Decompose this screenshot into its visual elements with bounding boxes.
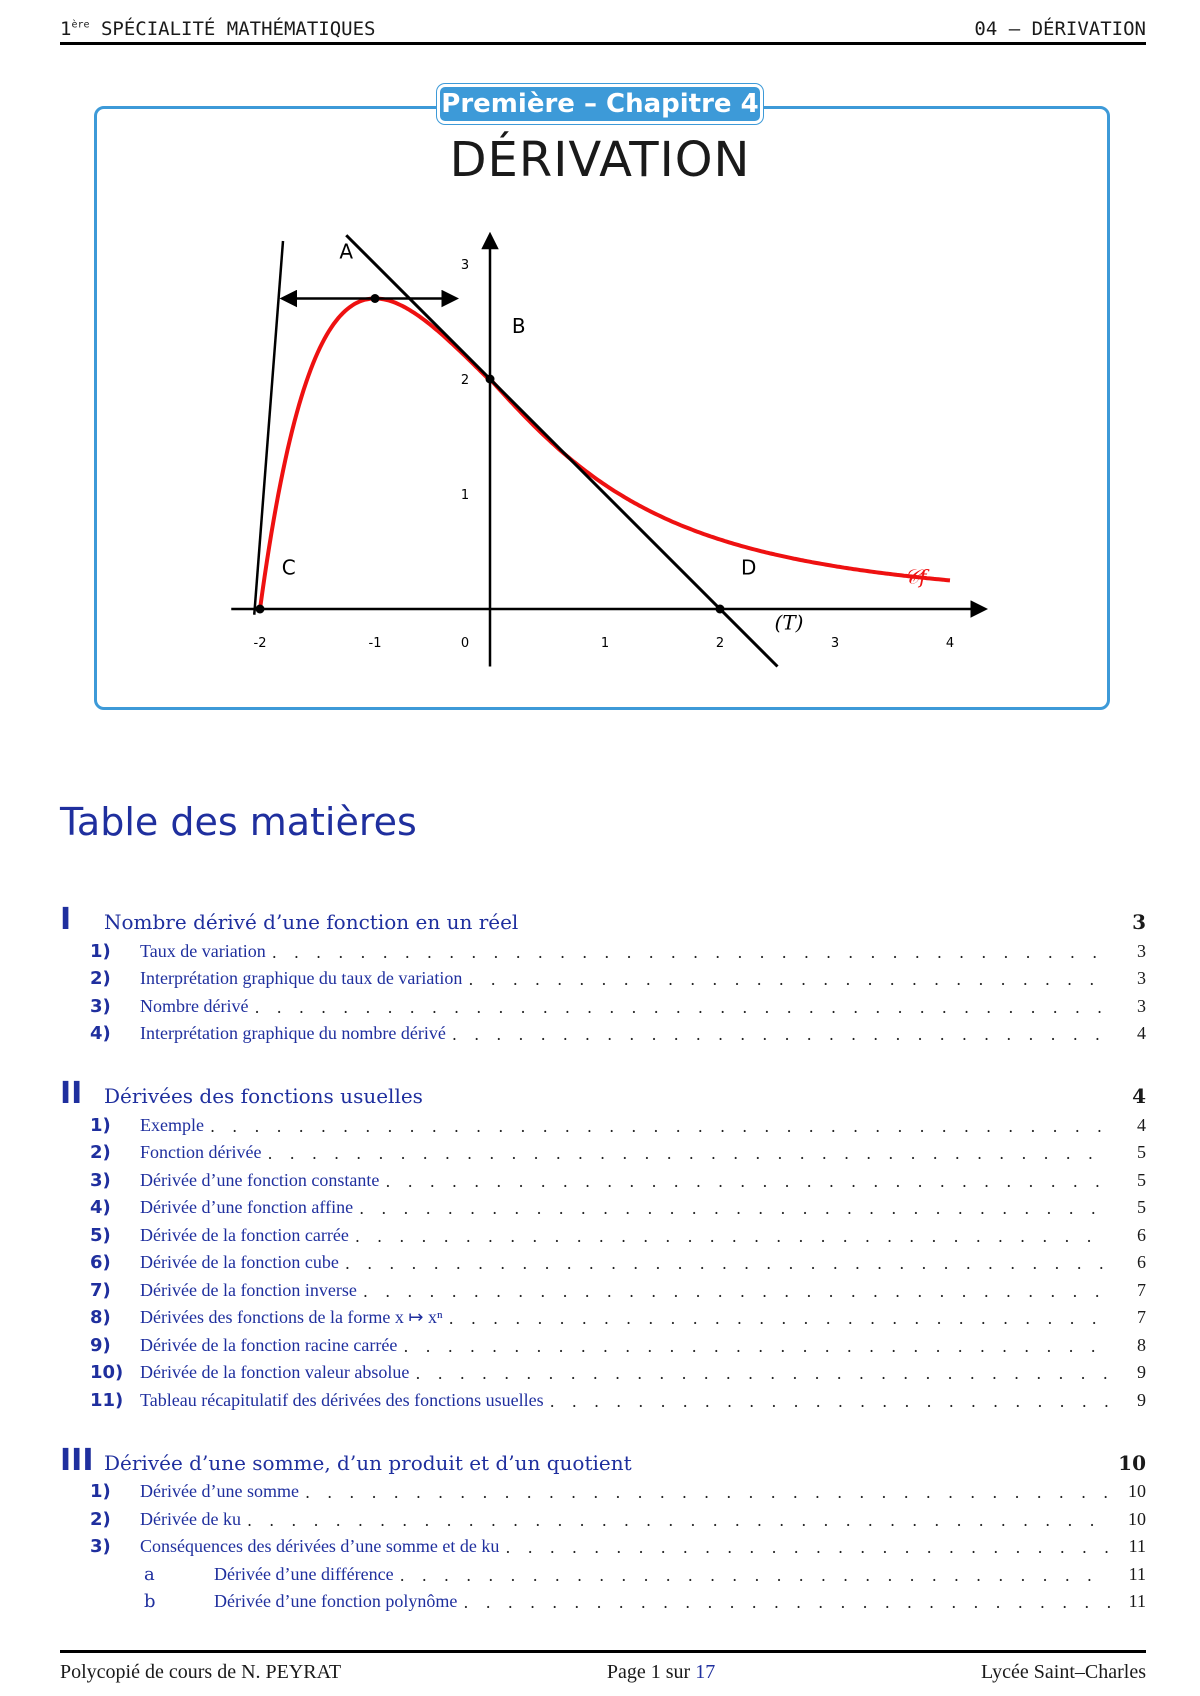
toc-subitem[interactable] [60,1585,1146,1613]
item-label[interactable]: Dérivée d’une fonction affine [140,1197,354,1217]
derivative-figure [0,0,1200,700]
item-number: 10) [90,1362,124,1383]
item-number: 7) [90,1279,111,1301]
item-page: 5 [1137,1142,1146,1162]
point-C [256,605,265,614]
leader-dots [359,1199,1110,1218]
item-label[interactable]: Dérivée de la fonction valeur absolue [140,1362,410,1382]
item-number: 11) [90,1389,124,1411]
point-B [486,375,495,384]
toc-item[interactable] [60,1328,1146,1356]
item-label[interactable]: Exemple [140,1114,204,1135]
leader-dots [403,1337,1110,1356]
leader-dots [305,1483,1110,1502]
leader-dots [355,1227,1110,1246]
leader-dots [400,1566,1110,1585]
point-A [371,294,380,303]
toc-item[interactable] [60,1191,1146,1219]
leader-dots [363,1282,1110,1301]
header-right: 04 – DÉRIVATION [974,18,1146,40]
item-label[interactable]: Dérivée de ku [140,1508,241,1529]
section-number: III [60,1442,94,1478]
chapter-badge: Première – Chapitre 4 [437,84,763,124]
toc-item[interactable] [60,1475,1146,1503]
section-label[interactable]: Dérivée d’une somme, d’un produit et d’un quotient [104,1450,632,1475]
item-page: 9 [1137,1362,1146,1382]
section-label[interactable]: Dérivées des fonctions usuelles [104,1084,423,1108]
toc-item[interactable] [60,934,1146,962]
item-label[interactable]: Dérivée de la fonction racine carrée [140,1334,398,1355]
item-page: 4 [1137,1114,1146,1135]
tangent-label: (T) [774,610,804,635]
footer-right: Lycée Saint–Charles [981,1661,1146,1683]
item-label[interactable]: Dérivée d’une somme [140,1481,299,1501]
item-page: 8 [1137,1334,1146,1355]
toc-title: Table des matières [60,800,417,844]
subitem-label[interactable]: Dérivée d’une fonction polynôme [214,1591,458,1611]
chapter-title: DÉRIVATION [449,132,751,188]
subitem-page: 11 [1128,1591,1146,1611]
item-label[interactable]: Interprétation graphique du taux de variation [140,968,463,988]
item-page: 5 [1137,1169,1146,1190]
toc-item[interactable] [60,1502,1146,1530]
toc-subitem[interactable] [60,1557,1146,1585]
footer-left: Polycopié de cours de N. PEYRAT [60,1661,342,1683]
section-number: II [60,1076,83,1111]
item-label[interactable]: Dérivée de la fonction inverse [140,1279,357,1300]
item-number: 3) [90,1536,111,1557]
item-page: 3 [1137,940,1146,961]
point-D [716,605,725,614]
item-number: 2) [90,968,111,989]
leader-dots [463,1593,1110,1612]
subitem-letter: b [144,1591,156,1612]
toc-section[interactable] [60,902,1146,937]
item-number: 9) [90,1334,111,1356]
item-number: 4) [90,1197,111,1218]
section-number: I [60,902,72,937]
point-label: B [511,314,526,338]
item-page: 7 [1137,1279,1146,1300]
item-number: 4) [90,1023,111,1044]
item-label[interactable]: Taux de variation [140,940,266,961]
leader-dots [267,1144,1110,1163]
item-label[interactable]: Tableau récapitulatif des dérivées des fonctions usuelles [140,1389,544,1410]
subitem-letter: a [144,1563,155,1585]
footer-page: Page 1 sur 17 [606,1661,716,1683]
page-footer [60,1650,1146,1684]
item-label[interactable]: Dérivée de la fonction cube [140,1252,339,1272]
x-tick-label: 3 [830,636,840,651]
item-label[interactable]: Dérivée de la fonction carrée [140,1224,349,1245]
leader-dots [385,1172,1110,1191]
toc-item[interactable] [60,1218,1146,1246]
item-label[interactable]: Nombre dérivé [140,995,249,1016]
item-number: 1) [90,940,111,962]
item-label[interactable]: Dérivée d’une fonction constante [140,1169,380,1190]
section-page: 10 [1118,1450,1146,1475]
curve-label: 𝒞f [904,564,927,589]
toc-item[interactable] [60,1356,1146,1384]
item-number: 3) [90,995,111,1017]
toc-item[interactable] [60,962,1146,990]
leader-dots [550,1392,1110,1411]
item-label[interactable]: Dérivées des fonctions de la forme x ↦ xⁿ [140,1307,443,1327]
table-of-contents [60,902,1146,1612]
y-tick-label: 1 [460,488,470,503]
toc-item[interactable] [60,989,1146,1017]
item-number: 1) [90,1114,111,1136]
toc-item[interactable] [60,1136,1146,1164]
item-number: 2) [90,1508,111,1530]
toc-item[interactable] [60,1301,1146,1329]
item-page: 9 [1137,1389,1146,1410]
tangent-t [346,235,777,666]
item-label[interactable]: Fonction dérivée [140,1142,262,1162]
toc-item[interactable] [60,1383,1146,1411]
leader-dots [254,998,1110,1017]
item-number: 3) [90,1169,111,1191]
toc-item[interactable] [60,1530,1146,1558]
toc-item[interactable] [60,1108,1146,1136]
total-pages-link[interactable]: 17 [695,1661,716,1683]
x-tick-label: -1 [368,636,382,651]
toc-section[interactable] [60,1076,1146,1111]
item-page: 3 [1137,995,1146,1016]
leader-dots [468,970,1110,989]
item-page: 10 [1128,1508,1146,1529]
toc-item[interactable] [60,1163,1146,1191]
leader-dots [345,1254,1110,1273]
toc-item[interactable] [60,1017,1146,1045]
item-number: 8) [90,1307,111,1328]
point-label: D [741,555,757,580]
section-label[interactable]: Nombre dérivé d’une fonction en un réel [104,910,519,934]
section-page: 4 [1132,1084,1146,1108]
x-tick-label: 4 [945,636,955,651]
toc-item[interactable] [60,1273,1146,1301]
section-page: 3 [1132,910,1146,934]
x-tick-label: 2 [715,636,725,651]
point-label: C [281,555,296,580]
leader-dots [247,1511,1110,1530]
y-tick-label: 3 [460,258,470,273]
toc-item[interactable] [60,1246,1146,1274]
leader-dots [415,1364,1110,1383]
item-page: 11 [1128,1536,1146,1556]
item-page: 3 [1137,968,1146,988]
leader-dots [449,1309,1110,1328]
item-label[interactable]: Interprétation graphique du nombre dérivé [140,1023,446,1043]
item-number: 5) [90,1224,111,1246]
item-number: 1) [90,1481,111,1502]
y-tick-label: 2 [460,373,470,388]
item-number: 2) [90,1142,111,1163]
x-tick-label: -2 [253,636,267,651]
item-number: 6) [90,1252,111,1273]
x-tick-label: 0 [460,636,470,651]
subitem-page: 11 [1128,1563,1146,1584]
x-tick-label: 1 [600,636,610,651]
item-label[interactable]: Conséquences des dérivées d’une somme et de ku [140,1536,500,1556]
point-label: A [339,239,354,264]
toc-section[interactable] [60,1442,1146,1478]
leader-dots [505,1538,1110,1557]
item-page: 6 [1137,1252,1146,1272]
item-page: 10 [1128,1481,1146,1501]
item-page: 5 [1137,1197,1146,1217]
item-page: 6 [1137,1224,1146,1245]
subitem-label[interactable]: Dérivée d’une différence [214,1563,394,1584]
item-page: 7 [1137,1307,1146,1327]
leader-dots [210,1117,1110,1136]
curve-cf [260,299,950,610]
header-left: 1ère SPÉCIALITÉ MATHÉMATIQUES [60,18,376,40]
leader-dots [452,1025,1110,1044]
leader-dots [272,943,1110,962]
item-page: 4 [1137,1023,1146,1043]
